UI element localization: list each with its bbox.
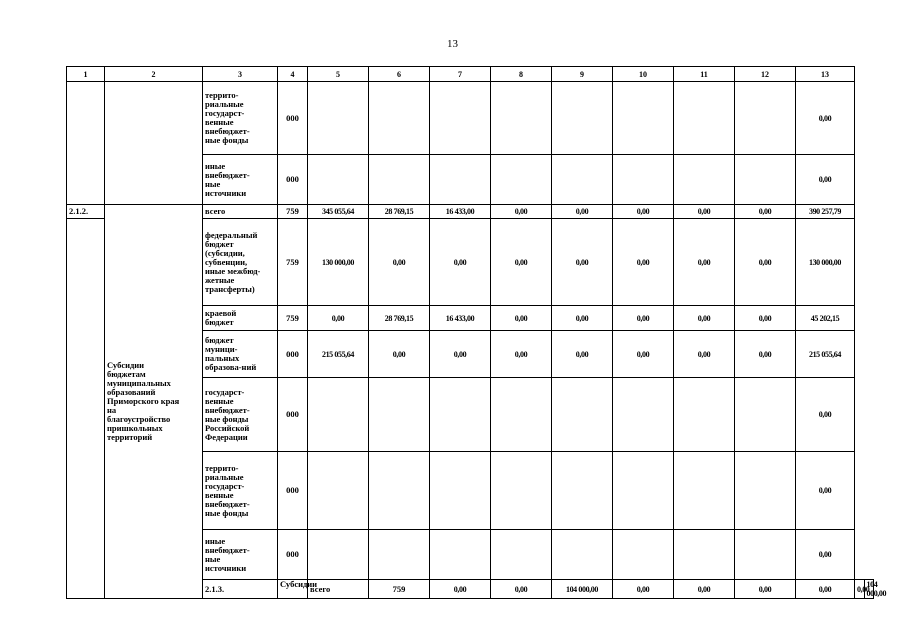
column-number: 5 (308, 67, 369, 82)
value-cell: 0,00 (552, 205, 613, 219)
funding-source-cell: краевой бюджет (203, 306, 278, 331)
value-cell (674, 452, 735, 530)
value-cell: 28 769,15 (369, 205, 430, 219)
column-number: 2 (105, 67, 203, 82)
value-cell (491, 530, 552, 580)
budget-code-cell: 000 (278, 378, 308, 452)
value-cell: 0,00 (674, 580, 735, 599)
funding-source-cell: бюджет муници- пальных образова-ний (203, 331, 278, 378)
total-cell: 0,00 (796, 530, 855, 580)
value-cell: 0,00 (674, 219, 735, 306)
budget-code-cell: 000 (278, 155, 308, 205)
column-number: 12 (735, 67, 796, 82)
funding-source-cell: федеральный бюджет (субсидии, субвенции, иные межбюд- жетные трансферты) (203, 219, 278, 306)
value-cell (735, 155, 796, 205)
item-index-cell (67, 219, 105, 599)
budget-code-cell: 759 (278, 306, 308, 331)
value-cell: 104 000,00 (552, 580, 613, 599)
total-cell: 390 257,79 (796, 205, 855, 219)
value-cell: 0,00 (735, 306, 796, 331)
value-cell: 0,00 (430, 580, 491, 599)
column-number: 7 (430, 67, 491, 82)
value-cell: 0,00 (491, 580, 552, 599)
total-cell: 0,00 (796, 378, 855, 452)
value-cell: 0,00 (735, 219, 796, 306)
value-cell: 345 055,64 (308, 205, 369, 219)
column-number-row (67, 67, 874, 82)
budget-code-cell: 759 (278, 205, 308, 219)
column-number: 8 (491, 67, 552, 82)
item-name-cell: Субсидии (278, 580, 308, 599)
value-cell (552, 378, 613, 452)
funding-source-cell: террито- риальные государст- венные внебюджет- ные фонды (203, 82, 278, 155)
value-cell (674, 155, 735, 205)
value-cell: 0,00 (552, 219, 613, 306)
value-cell: 16 433,00 (430, 306, 491, 331)
column-number: 6 (369, 67, 430, 82)
value-cell (308, 452, 369, 530)
value-cell: 0,00 (491, 219, 552, 306)
item-name-cell (105, 82, 203, 205)
value-cell (613, 452, 674, 530)
value-cell (552, 452, 613, 530)
value-cell: 0,00 (674, 306, 735, 331)
value-cell (491, 155, 552, 205)
value-cell (491, 82, 552, 155)
budget-code-cell: 759 (278, 219, 308, 306)
column-number: 1 (67, 67, 105, 82)
total-cell: 0,00 (796, 155, 855, 205)
budget-code-cell: 000 (278, 452, 308, 530)
value-cell: 0,00 (491, 331, 552, 378)
value-cell: 0,00 (552, 331, 613, 378)
value-cell (308, 82, 369, 155)
column-number: 13 (796, 67, 855, 82)
value-cell (613, 155, 674, 205)
funding-source-cell: иные внебюджет- ные источники (203, 155, 278, 205)
value-cell (552, 155, 613, 205)
funding-source-cell: всего (308, 580, 369, 599)
value-cell (308, 530, 369, 580)
value-cell: 0,00 (735, 331, 796, 378)
funding-source-cell: иные внебюджет- ные источники (203, 530, 278, 580)
budget-code-cell: 000 (278, 82, 308, 155)
value-cell (491, 378, 552, 452)
table-row (67, 205, 874, 219)
total-cell: 104 000,00 (864, 580, 874, 599)
value-cell: 0,00 (674, 205, 735, 219)
value-cell: 0,00 (491, 306, 552, 331)
value-cell (491, 452, 552, 530)
value-cell: 0,00 (674, 331, 735, 378)
column-number: 9 (552, 67, 613, 82)
value-cell (735, 530, 796, 580)
value-cell: 0,00 (552, 306, 613, 331)
value-cell: 0,00 (613, 306, 674, 331)
value-cell: 0,00 (735, 205, 796, 219)
value-cell (430, 378, 491, 452)
value-cell (674, 378, 735, 452)
funding-source-cell: всего (203, 205, 278, 219)
value-cell (552, 530, 613, 580)
column-number: 11 (674, 67, 735, 82)
value-cell (369, 452, 430, 530)
funding-source-cell: террито- риальные государст- венные внебюджет- ные фонды (203, 452, 278, 530)
value-cell: 0,00 (308, 306, 369, 331)
value-cell (430, 82, 491, 155)
value-cell (430, 155, 491, 205)
value-cell (430, 452, 491, 530)
value-cell (369, 530, 430, 580)
value-cell: 0,00 (735, 580, 796, 599)
value-cell: 0,00 (369, 331, 430, 378)
total-cell: 0,00 (796, 82, 855, 155)
value-cell: 0,00 (430, 331, 491, 378)
funding-source-cell: государст- венные внебюджет- ные фонды Российской Федерации (203, 378, 278, 452)
budget-code-cell: 000 (278, 530, 308, 580)
value-cell: 0,00 (613, 219, 674, 306)
value-cell: 0,00 (613, 331, 674, 378)
budget-code-cell: 759 (369, 580, 430, 599)
item-index-cell (67, 82, 105, 205)
value-cell (674, 530, 735, 580)
item-index-cell: 2.1.2. (67, 205, 105, 219)
value-cell: 28 769,15 (369, 306, 430, 331)
item-index-cell: 2.1.3. (203, 580, 278, 599)
value-cell: 16 433,00 (430, 205, 491, 219)
table-row (67, 82, 874, 155)
value-cell: 0,00 (613, 205, 674, 219)
value-cell (308, 378, 369, 452)
value-cell: 215 055,64 (308, 331, 369, 378)
budget-code-cell: 000 (278, 331, 308, 378)
item-name-cell: Субсидии бюджетам муниципальных образований Приморского края на благоустройство пришкольных территорий (105, 205, 203, 599)
total-cell: 45 202,15 (796, 306, 855, 331)
column-number: 4 (278, 67, 308, 82)
value-cell: 0,00 (369, 219, 430, 306)
value-cell: 0,00 (613, 580, 674, 599)
budget-table (66, 66, 887, 599)
value-cell (613, 378, 674, 452)
total-cell: 130 000,00 (796, 219, 855, 306)
value-cell (552, 82, 613, 155)
value-cell (613, 82, 674, 155)
page-number: 13 (447, 38, 458, 50)
value-cell: 130 000,00 (308, 219, 369, 306)
value-cell: 0,00 (796, 580, 855, 599)
value-cell: 0,00 (430, 219, 491, 306)
value-cell (674, 82, 735, 155)
value-cell (308, 155, 369, 205)
value-cell (369, 378, 430, 452)
value-cell (369, 155, 430, 205)
total-cell: 215 055,64 (796, 331, 855, 378)
total-cell: 0,00 (796, 452, 855, 530)
value-cell (735, 378, 796, 452)
value-cell (369, 82, 430, 155)
value-cell: 0,00 (491, 205, 552, 219)
value-cell (613, 530, 674, 580)
column-number: 10 (613, 67, 674, 82)
value-cell (735, 82, 796, 155)
value-cell: 0,00 (855, 580, 865, 599)
value-cell (430, 530, 491, 580)
value-cell (735, 452, 796, 530)
column-number: 3 (203, 67, 278, 82)
